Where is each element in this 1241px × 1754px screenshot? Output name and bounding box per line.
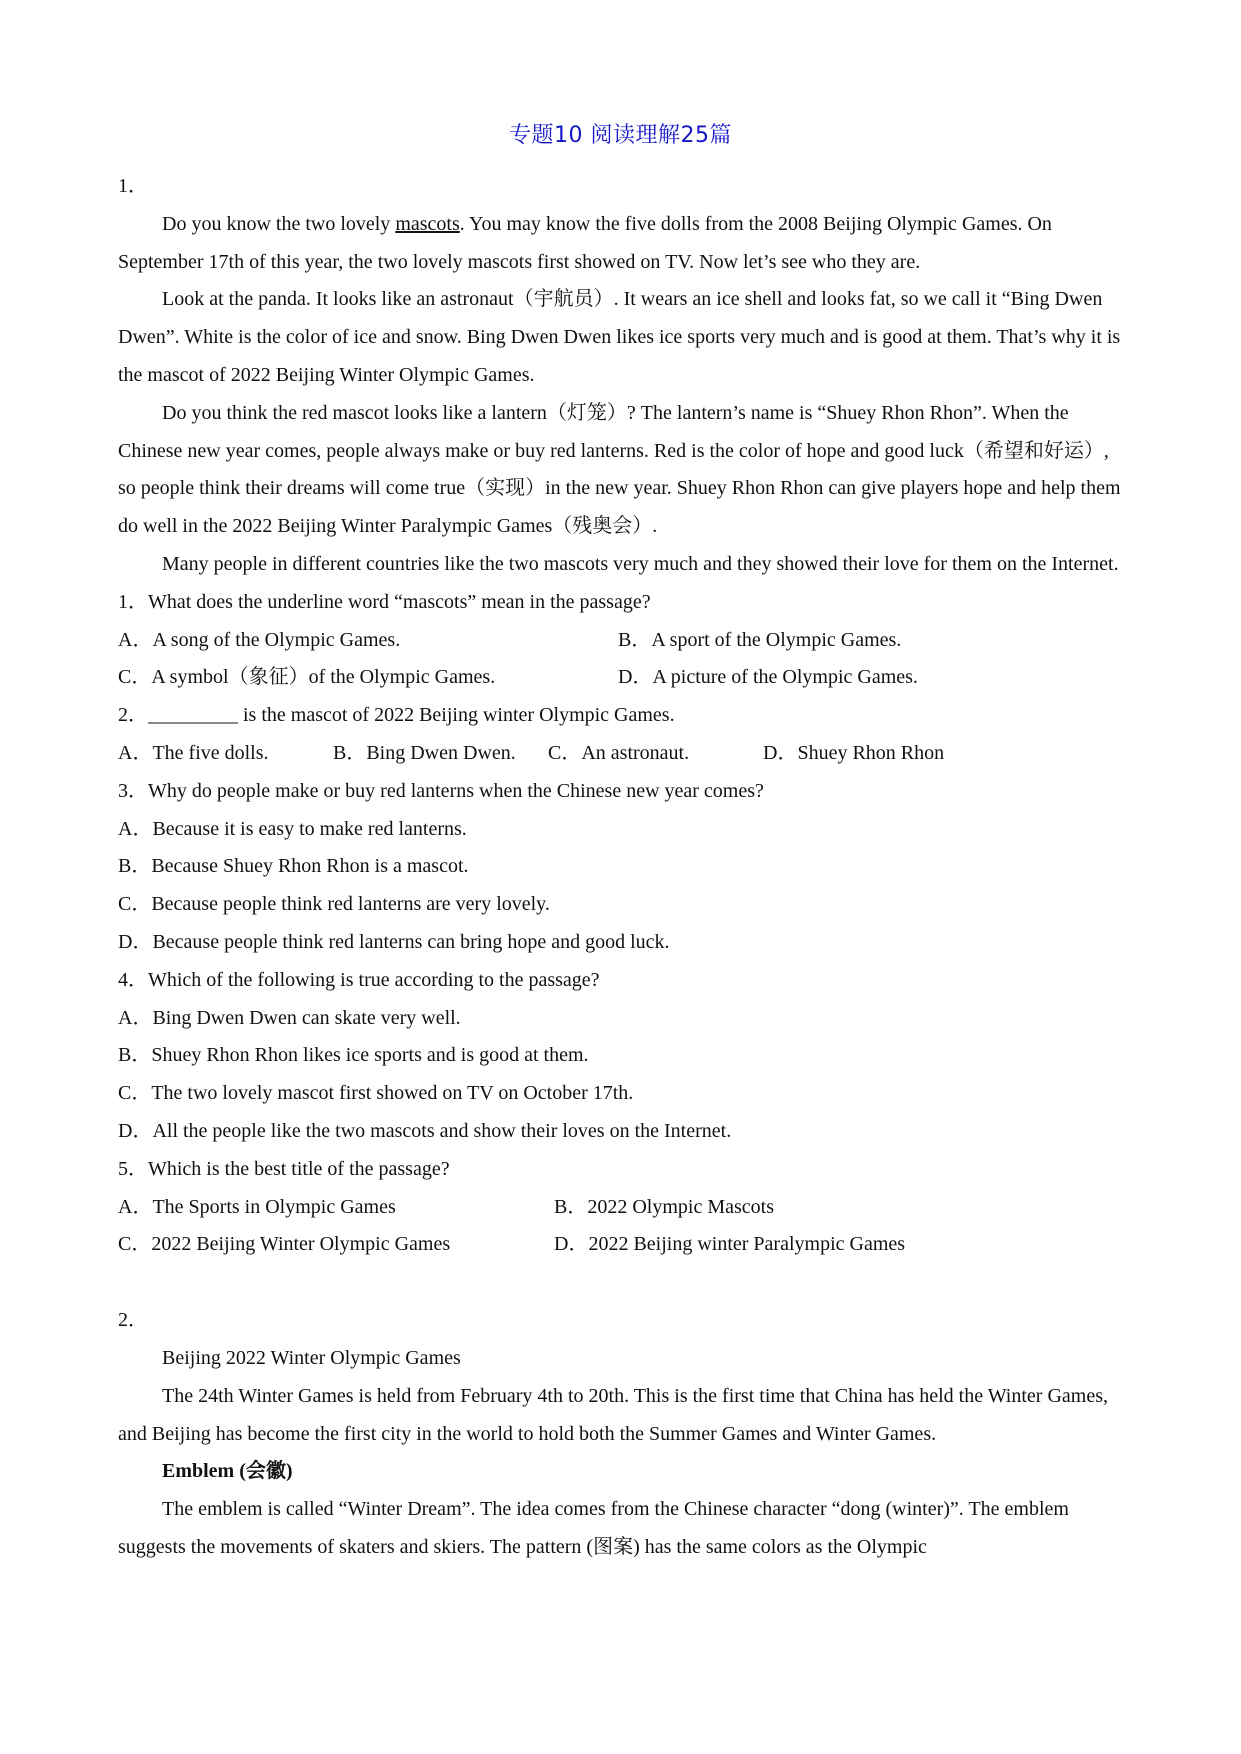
option-b: B．2022 Olympic Mascots xyxy=(554,1195,774,1218)
paragraph-text: Do you know the two lovely xyxy=(162,212,396,235)
option-c: C．The two lovely mascot first showed on TV on October 17th. xyxy=(118,1082,634,1105)
option-a: A．Bing Dwen Dwen can skate very well. xyxy=(118,1006,461,1029)
passage-number: 1． xyxy=(118,175,148,197)
emblem-heading: Emblem (会徽) xyxy=(162,1460,293,1483)
option-d: D．Shuey Rhon Rhon xyxy=(763,741,945,764)
passage-number: 2． xyxy=(118,1309,148,1332)
question-stem: 3．Why do people make or buy red lanterns when the Chinese new year comes? xyxy=(118,779,764,802)
option-a: A．Because it is easy to make red lanterns. xyxy=(118,817,467,840)
option-b: B．Bing Dwen Dwen. xyxy=(333,741,516,764)
option-a: A．The five dolls. xyxy=(118,741,269,764)
passage-paragraph: The 24th Winter Games is held from February 4th to 20th. This is the first time that China has held the Winter Games, and Beijing has become the first city in the world to hold both the Summer Games and Winter Games. xyxy=(118,1384,1108,1445)
option-c: C．Because people think red lanterns are very lovely. xyxy=(118,893,550,916)
options-row xyxy=(118,1226,1128,1264)
options-row xyxy=(118,659,1128,697)
passage-heading: Beijing 2022 Winter Olympic Games xyxy=(162,1346,461,1369)
section-spacer xyxy=(118,1264,1128,1302)
option-d: D．All the people like the two mascots and show their loves on the Internet. xyxy=(118,1119,732,1142)
question-stem: 2．_________ is the mascot of 2022 Beijing winter Olympic Games. xyxy=(118,704,675,727)
option-b: B．A sport of the Olympic Games. xyxy=(618,628,902,651)
option-c: C．2022 Beijing Winter Olympic Games xyxy=(118,1233,451,1256)
options-row xyxy=(118,1189,1128,1227)
question-stem: 5．Which is the best title of the passage? xyxy=(118,1157,450,1180)
option-b: B．Because Shuey Rhon Rhon is a mascot. xyxy=(118,855,469,878)
options-row xyxy=(118,735,1128,773)
paragraph-text: . You may know the five dolls from the 2008 Beijing Olympic Games. On September 17th of this year, the two lovely mascots first showed on TV. Now let’s see who they are. xyxy=(118,212,1052,273)
passage-paragraph: Do you think the red mascot looks like a lantern（灯笼）? The lantern’s name is “Shuey Rhon Rhon”. When the Chinese new year comes, people always make or buy red lanterns. Red is the color of hope and good luck（希望和好运）, so people think their dreams will come true（实现）in the new year. Shuey Rhon Rhon can give players hope and help them do well in the 2022 Beijing Winter Paralympic Games（残奥会）. xyxy=(118,401,1121,538)
option-a: A．The Sports in Olympic Games xyxy=(118,1195,396,1218)
document-title: 专题10 阅读理解25篇 xyxy=(509,123,732,148)
option-b: B．Shuey Rhon Rhon likes ice sports and is good at them. xyxy=(118,1044,589,1067)
option-c: C．An astronaut. xyxy=(548,741,690,764)
option-d: D．A picture of the Olympic Games. xyxy=(618,666,918,689)
underlined-word: mascots xyxy=(395,212,460,235)
question-stem: 4．Which of the following is true according to the passage? xyxy=(118,968,600,991)
document-body xyxy=(118,168,1128,1567)
option-d: D．Because people think red lanterns can bring hope and good luck. xyxy=(118,930,670,953)
option-c: C．A symbol（象征）of the Olympic Games. xyxy=(118,666,496,689)
passage-paragraph: Look at the panda. It looks like an astronaut（宇航员）. It wears an ice shell and looks fat, so we call it “Bing Dwen Dwen”. White is the color of ice and snow. Bing Dwen Dwen likes ice sports very much and is good at them. That’s why it is the mascot of 2022 Beijing Winter Olympic Games. xyxy=(118,288,1121,386)
passage-paragraph: Many people in different countries like the two mascots very much and they showed their love for them on the Internet. xyxy=(162,552,1119,575)
option-a: A．A song of the Olympic Games. xyxy=(118,628,401,651)
question-stem: 1．What does the underline word “mascots” mean in the passage? xyxy=(118,590,651,613)
option-d: D．2022 Beijing winter Paralympic Games xyxy=(554,1233,906,1256)
passage-paragraph: The emblem is called “Winter Dream”. The idea comes from the Chinese character “dong (winter)”. The emblem suggests the movements of skaters and skiers. The pattern (图案) has the same colors as the Olympic xyxy=(118,1498,1069,1558)
options-row xyxy=(118,622,1128,660)
passage-paragraph xyxy=(118,206,1128,282)
